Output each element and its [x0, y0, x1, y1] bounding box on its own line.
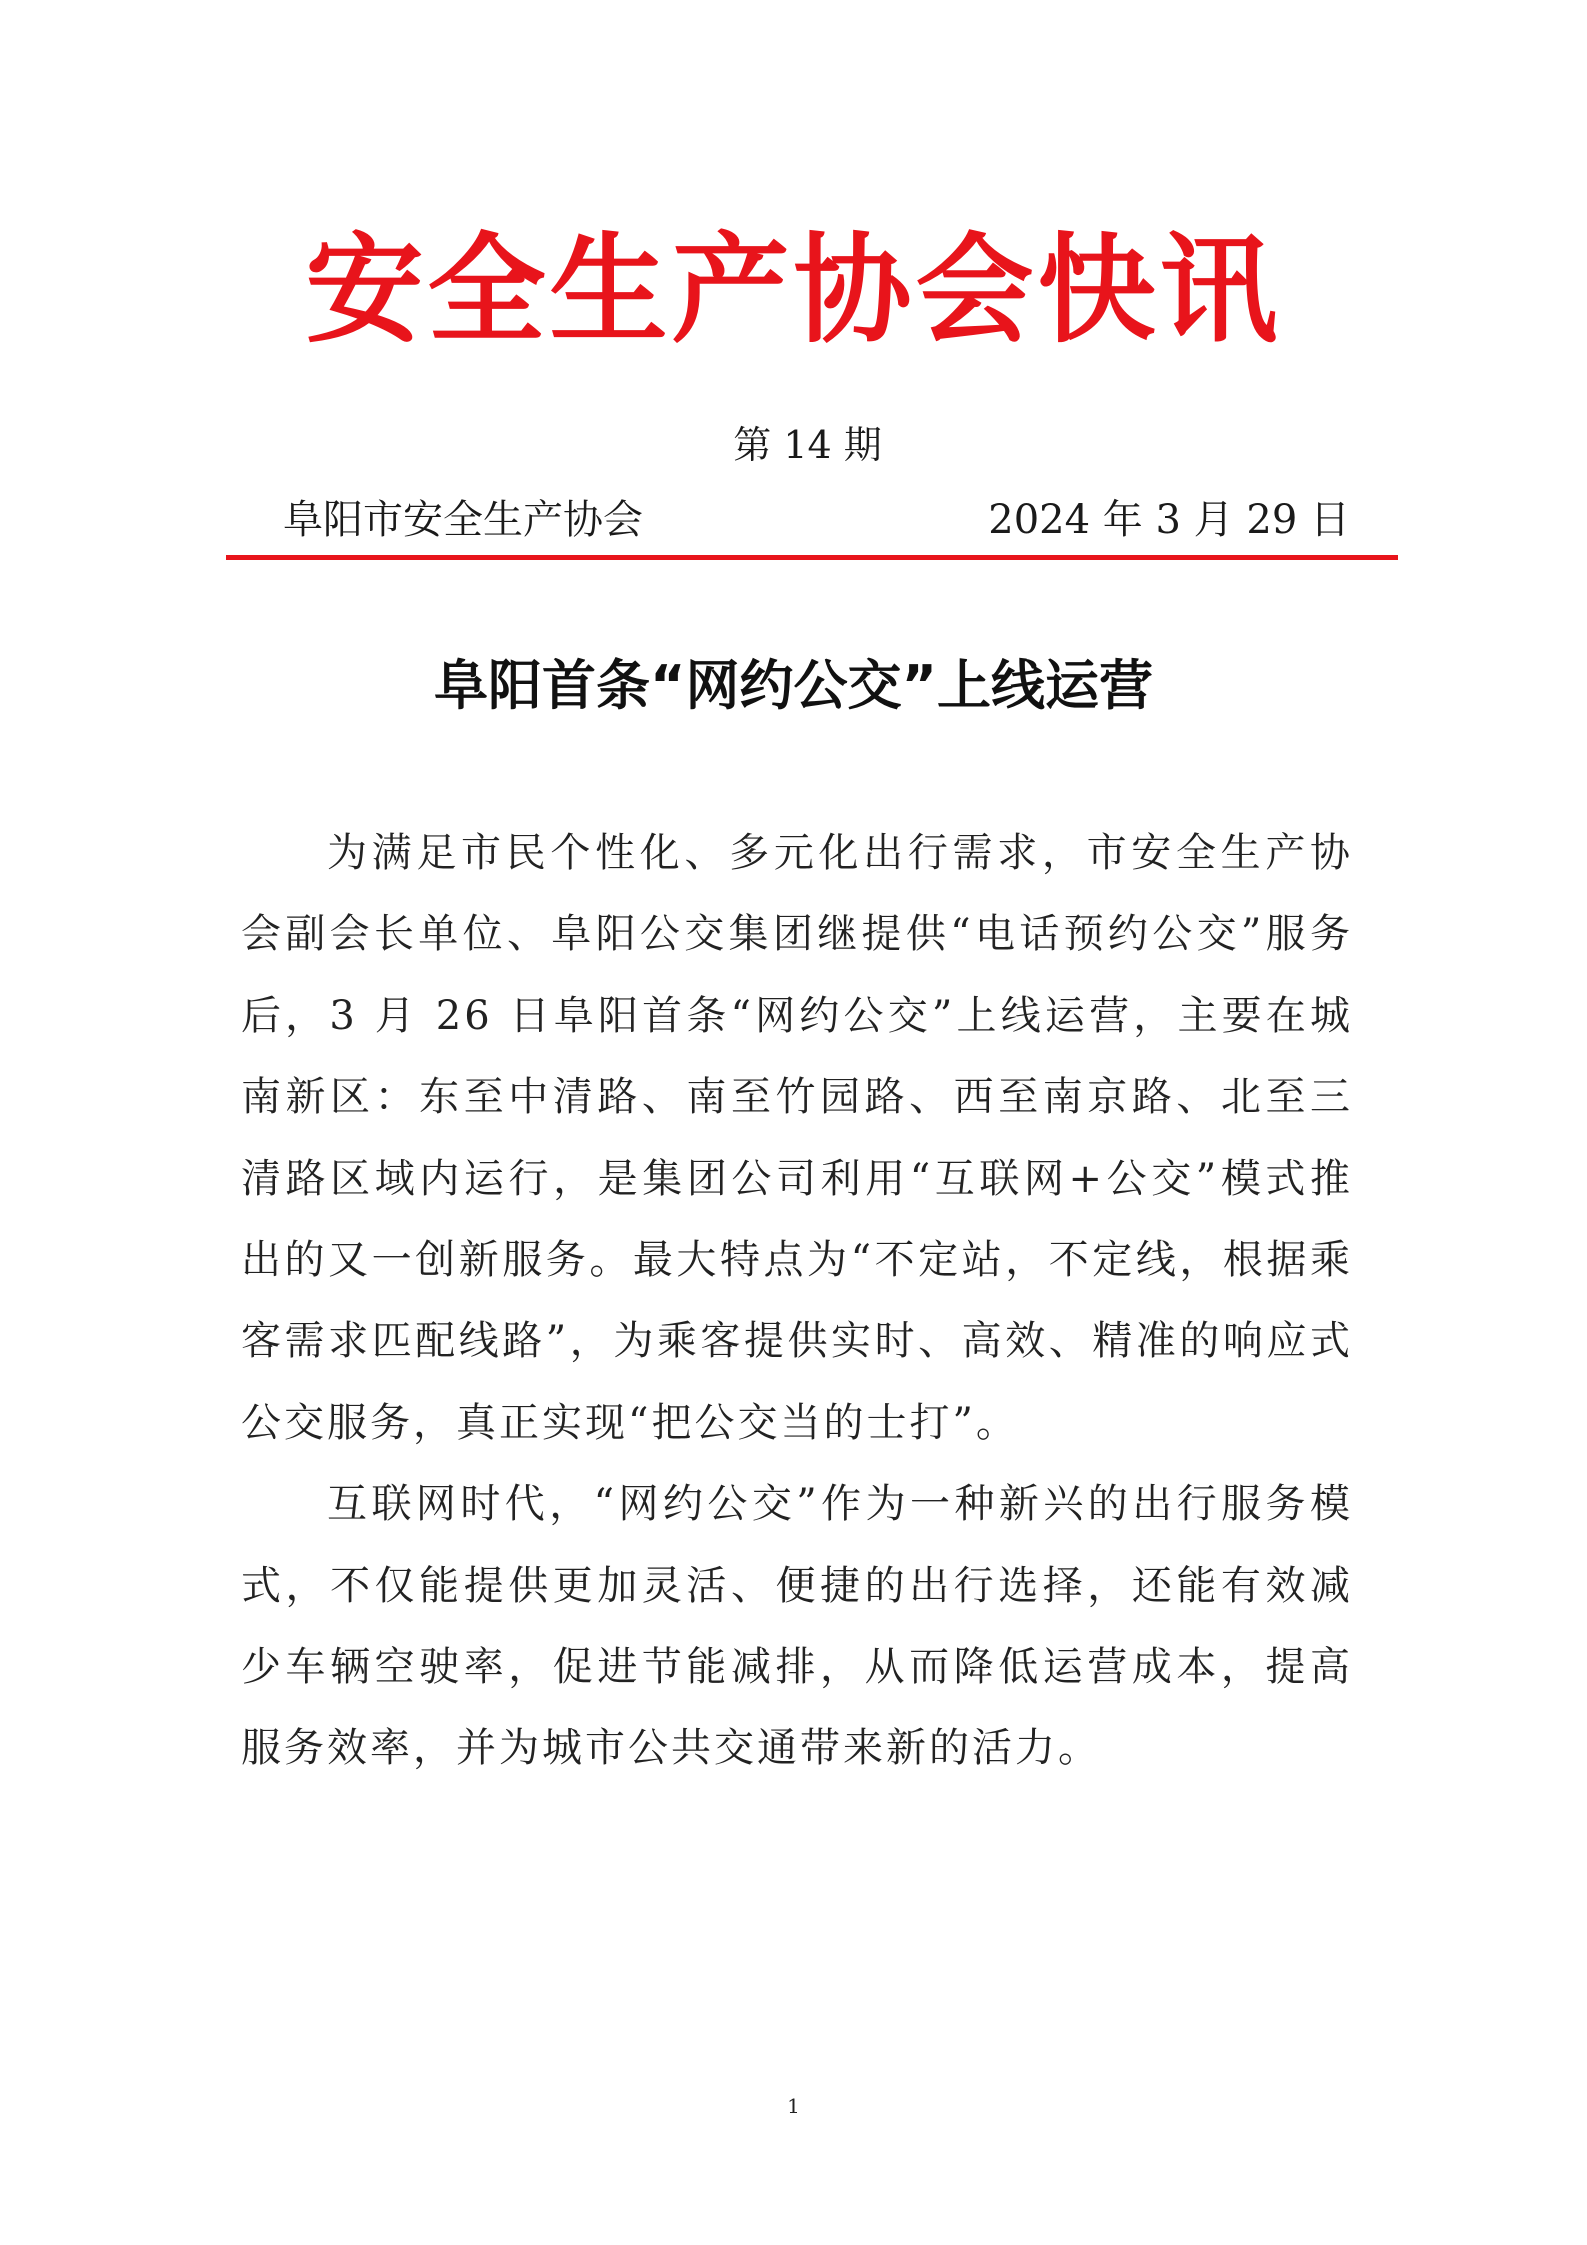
publication-date: 2024 年 3 月 29 日 [988, 497, 1350, 543]
article-headline: 阜阳首条“网约公交”上线运营 [434, 654, 1153, 717]
newsletter-masthead: 安全生产协会快讯 [305, 221, 1282, 359]
page-number: 1 [787, 2094, 800, 2118]
article-paragraph: 互联网时代，“网约公交”作为一种新兴的出行服务模式，不仅能提供更加灵活、便捷的出行选择，还能有效减少车辆空驶率，促进节能减排，从而降低运营成本，提高服务效率，并为城市公共交通带来新的活力。 [241, 1481, 1353, 1772]
publisher-organization: 阜阳市安全生产协会 [283, 497, 643, 543]
red-divider-rule [226, 555, 1398, 560]
article-paragraph: 为满足市民个性化、多元化出行需求，市安全生产协会副会长单位、阜阳公交集团继提供“电话预约公交”服务后，3 月 26 日阜阳首条“网约公交”上线运营，主要在城南新区：东至中清路、南至竹园路、西至南京路、北至三清路区域内运行，是集团公司利用“互联网+公交”模式推出的又一创新服务。最大特点为“不定站，不定线，根据乘客需求匹配线路”，为乘客提供实时、高效、精准的响应式公交服务，真正实现“把公交当的士打”。 [241, 830, 1353, 1446]
article-body [241, 813, 1353, 1790]
issue-number: 第 14 期 [733, 423, 882, 467]
